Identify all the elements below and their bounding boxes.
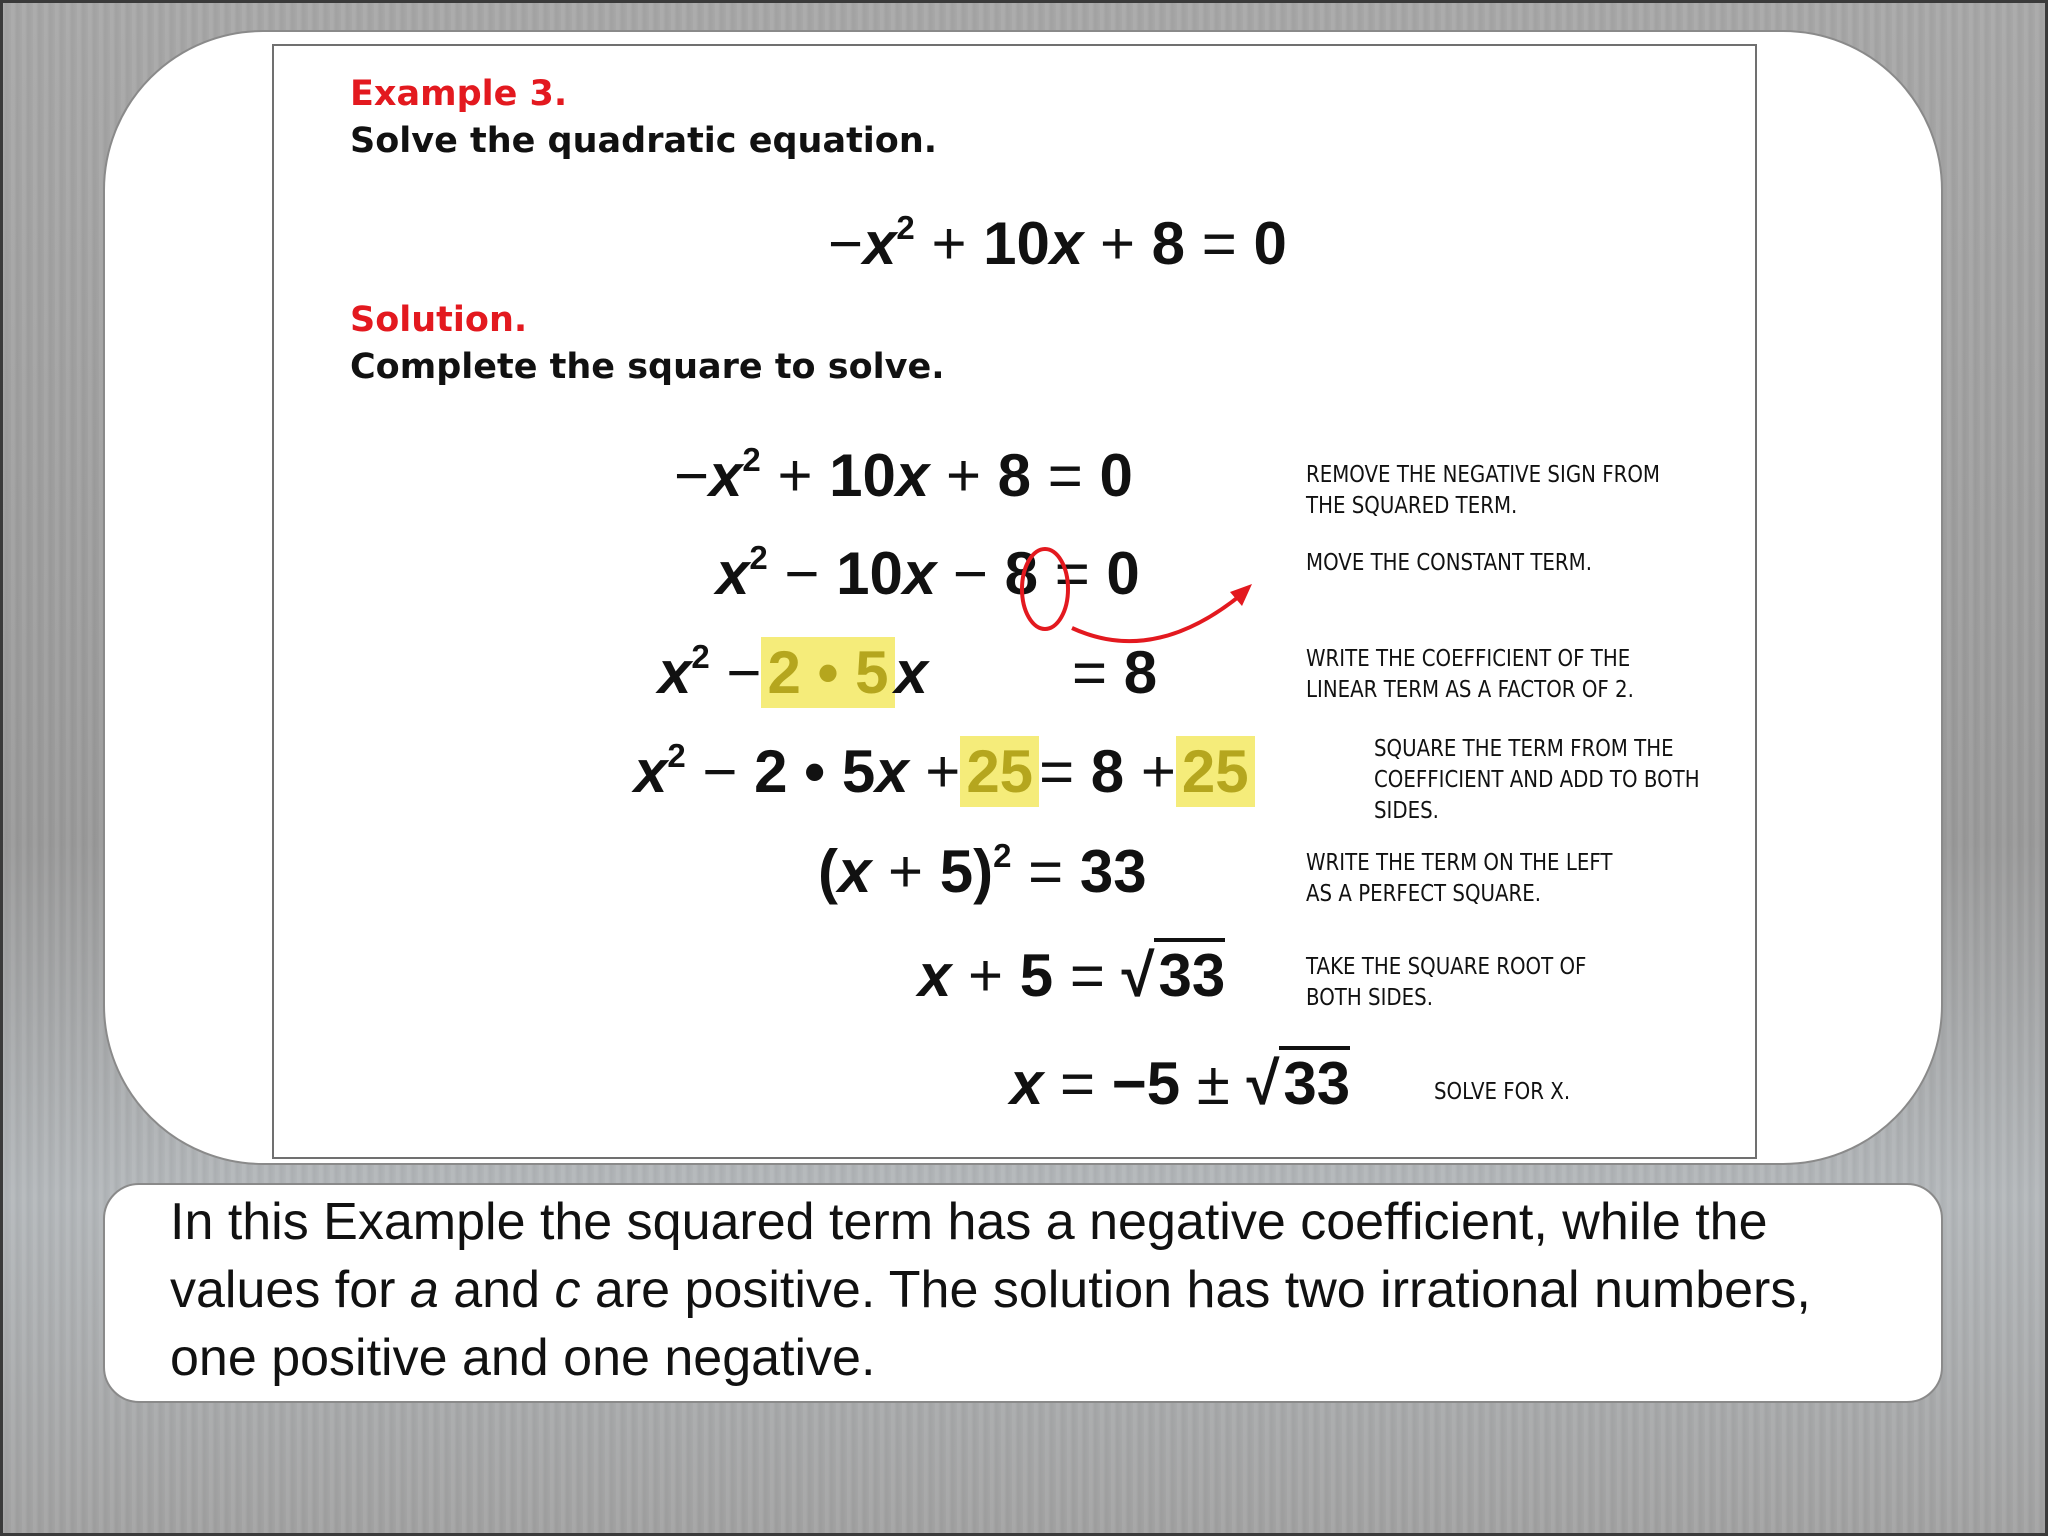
step-1-note: REMOVE THE NEGATIVE SIGN FROM THE SQUARED TERM.: [1306, 462, 1660, 519]
step-6-equation: x + 5 = √33: [918, 946, 1225, 1006]
step-1-equation: $-x^2 + 10x + 8 = 0$: [674, 441, 1133, 509]
step-5-equation: $(x + 5)^2 = 33$: [818, 837, 1147, 905]
annotation-layer: [274, 46, 1759, 1161]
step-3-equation: $x^2 - 2$ • 5 x: [658, 638, 928, 706]
slide-content: [272, 44, 1757, 1159]
circle-annotation: [1022, 549, 1068, 629]
step-4-equation: $x^2 - 2$ • 5x + 25 = 8 + 25: [634, 742, 1255, 802]
step-4-note: SQUARE THE TERM FROM THE COEFFICIENT AND ADD TO BOTH SIDES.: [1374, 736, 1700, 824]
solution-title: Solution.: [350, 300, 528, 340]
step-3-rhs: = 8: [1072, 639, 1158, 706]
solution-instruction: Complete the square to solve.: [350, 347, 945, 387]
caption-text: In this Example the squared term has a negative coefficient, while the values for a and c are positive. The solution has two irrational numbers, one positive and one negative.: [170, 1193, 1811, 1387]
step-7-note: SOLVE FOR X.: [1434, 1079, 1571, 1105]
step-6-note: TAKE THE SQUARE ROOT OF BOTH SIDES.: [1306, 954, 1587, 1011]
step-2-equation: $x^2 - 10x - 8 = 0$: [716, 539, 1140, 607]
instruction: Solve the quadratic equation.: [350, 121, 938, 161]
step-2-note: MOVE THE CONSTANT TERM.: [1306, 550, 1593, 576]
step-7-equation: x = −5 ± √33: [1010, 1054, 1350, 1114]
example-title: Example 3.: [350, 74, 568, 114]
problem-equation: $-x^2 + 10x + 8 = 0$: [828, 209, 1287, 277]
step-5-note: WRITE THE TERM ON THE LEFT AS A PERFECT SQUARE.: [1306, 850, 1613, 907]
move-arrow: [1072, 594, 1242, 641]
step-3-note: WRITE THE COEFFICIENT OF THE LINEAR TERM AS A FACTOR OF 2.: [1306, 646, 1634, 703]
